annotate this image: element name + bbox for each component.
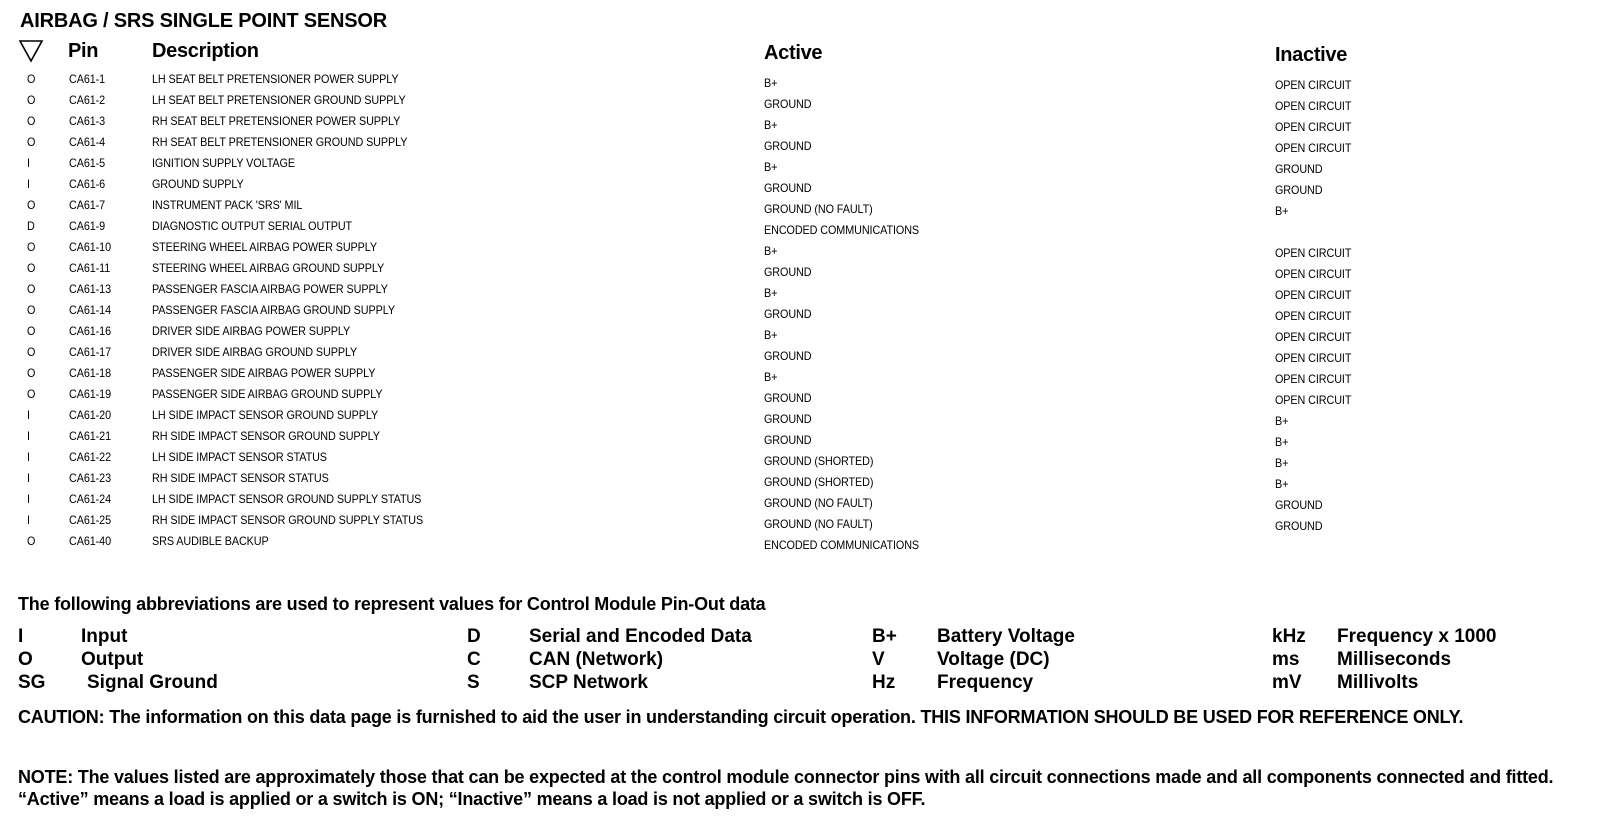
cell-active: GROUND — [764, 433, 812, 447]
table-row — [0, 491, 1600, 512]
abbreviation-code: SG — [18, 672, 46, 693]
cell-active: ENCODED COMMUNICATIONS — [764, 223, 920, 237]
cell-inactive: OPEN CIRCUIT — [1275, 99, 1352, 113]
cell-io: O — [27, 72, 36, 86]
cell-description: LH SEAT BELT PRETENSIONER POWER SUPPLY — [152, 72, 399, 86]
cell-io: I — [27, 177, 30, 191]
cell-pin: CA61-1 — [69, 72, 106, 86]
cell-io: O — [27, 135, 36, 149]
table-row — [0, 176, 1600, 197]
cell-pin: CA61-21 — [69, 429, 112, 443]
cell-inactive: OPEN CIRCUIT — [1275, 120, 1352, 134]
cell-active: GROUND — [764, 349, 812, 363]
cell-io: I — [27, 492, 30, 506]
cell-io: O — [27, 282, 36, 296]
table-row — [0, 533, 1600, 554]
table-row — [0, 449, 1600, 470]
cell-description: PASSENGER FASCIA AIRBAG GROUND SUPPLY — [152, 303, 395, 317]
abbreviation-code: kHz — [1272, 626, 1306, 647]
abbreviation-code: O — [18, 649, 33, 670]
cell-pin: CA61-11 — [69, 261, 111, 275]
cell-io: O — [27, 534, 36, 548]
abbreviation-item — [467, 672, 787, 694]
abbreviation-code: S — [467, 672, 480, 693]
cell-pin: CA61-10 — [69, 240, 112, 254]
cell-active: B+ — [764, 160, 778, 174]
cell-active: GROUND — [764, 97, 812, 111]
abbreviation-code: B+ — [872, 626, 897, 647]
cell-pin: CA61-13 — [69, 282, 112, 296]
cell-active: GROUND — [764, 391, 812, 405]
cell-inactive: OPEN CIRCUIT — [1275, 141, 1352, 155]
cell-pin: CA61-3 — [69, 114, 106, 128]
cell-description: DRIVER SIDE AIRBAG POWER SUPPLY — [152, 324, 351, 338]
cell-description: STEERING WHEEL AIRBAG POWER SUPPLY — [152, 240, 377, 254]
cell-pin: CA61-20 — [69, 408, 112, 422]
cell-inactive: OPEN CIRCUIT — [1275, 372, 1352, 386]
abbreviation-code: C — [467, 649, 481, 670]
table-row — [0, 218, 1600, 239]
cell-io: O — [27, 366, 36, 380]
cell-inactive: OPEN CIRCUIT — [1275, 246, 1352, 260]
cell-pin: CA61-17 — [69, 345, 112, 359]
table-row — [0, 239, 1600, 260]
cell-io: O — [27, 387, 36, 401]
table-row — [0, 134, 1600, 155]
table-row — [0, 155, 1600, 176]
cell-io: O — [27, 303, 36, 317]
table-row — [0, 512, 1600, 533]
abbreviation-item — [1272, 672, 1592, 694]
abbreviation-item — [1272, 649, 1592, 671]
cell-io: O — [27, 324, 36, 338]
cell-active: ENCODED COMMUNICATIONS — [764, 538, 920, 552]
cell-io: I — [27, 450, 30, 464]
abbreviation-code: V — [872, 649, 885, 670]
abbreviation-meaning: Frequency x 1000 — [1337, 626, 1497, 647]
cell-active: GROUND (SHORTED) — [764, 454, 874, 468]
table-row — [0, 428, 1600, 449]
abbreviation-code: Hz — [872, 672, 896, 693]
cell-active: GROUND — [764, 139, 812, 153]
abbreviation-item — [467, 626, 787, 648]
cell-pin: CA61-9 — [69, 219, 106, 233]
abbreviation-code: D — [467, 626, 481, 647]
cell-inactive: OPEN CIRCUIT — [1275, 267, 1352, 281]
cell-pin: CA61-6 — [69, 177, 106, 191]
cell-inactive: B+ — [1275, 477, 1289, 491]
cell-io: O — [27, 114, 36, 128]
cell-active: GROUND (NO FAULT) — [764, 517, 873, 531]
page-title: AIRBAG / SRS SINGLE POINT SENSOR — [20, 10, 387, 32]
cell-pin: CA61-19 — [69, 387, 112, 401]
column-header-pin: Pin — [68, 40, 99, 62]
column-header-inactive: Inactive — [1275, 44, 1348, 66]
cell-inactive: OPEN CIRCUIT — [1275, 351, 1352, 365]
cell-io: O — [27, 345, 36, 359]
abbreviation-meaning: Output — [81, 649, 144, 670]
cell-active: B+ — [764, 244, 778, 258]
cell-description: GROUND SUPPLY — [152, 177, 244, 191]
cell-active: GROUND — [764, 181, 812, 195]
table-row — [0, 260, 1600, 281]
abbreviation-meaning: Serial and Encoded Data — [529, 626, 752, 647]
cell-io: O — [27, 93, 36, 107]
table-row — [0, 302, 1600, 323]
abbreviation-meaning: Frequency — [937, 672, 1034, 693]
cell-description: LH SIDE IMPACT SENSOR GROUND SUPPLY — [152, 408, 379, 422]
abbreviation-item — [18, 626, 338, 648]
cell-inactive: OPEN CIRCUIT — [1275, 309, 1352, 323]
cell-description: LH SIDE IMPACT SENSOR GROUND SUPPLY STATUS — [152, 492, 422, 506]
table-row — [0, 365, 1600, 386]
abbreviation-item — [18, 649, 338, 671]
cell-inactive: OPEN CIRCUIT — [1275, 78, 1352, 92]
cell-io: I — [27, 156, 30, 170]
table-row — [0, 197, 1600, 218]
cell-active: B+ — [764, 328, 778, 342]
abbreviation-code: ms — [1272, 649, 1300, 670]
cell-io: O — [27, 198, 36, 212]
abbreviation-meaning: Millivolts — [1337, 672, 1419, 693]
cell-inactive: GROUND — [1275, 183, 1323, 197]
cell-description: LH SEAT BELT PRETENSIONER GROUND SUPPLY — [152, 93, 406, 107]
abbreviation-meaning: Milliseconds — [1337, 649, 1452, 670]
cell-description: PASSENGER FASCIA AIRBAG POWER SUPPLY — [152, 282, 388, 296]
cell-active: B+ — [764, 118, 778, 132]
abbreviation-item — [872, 626, 1192, 648]
abbreviations-legend — [0, 626, 1600, 698]
table-row — [0, 407, 1600, 428]
table-row — [0, 386, 1600, 407]
abbreviation-meaning: Battery Voltage — [937, 626, 1075, 647]
cell-inactive: GROUND — [1275, 498, 1323, 512]
cell-inactive: GROUND — [1275, 162, 1323, 176]
table-row — [0, 470, 1600, 491]
abbreviation-item — [872, 649, 1192, 671]
cell-pin: CA61-22 — [69, 450, 112, 464]
cell-pin: CA61-25 — [69, 513, 112, 527]
cell-description: INSTRUMENT PACK 'SRS' MIL — [152, 198, 303, 212]
cell-active: GROUND — [764, 265, 812, 279]
cell-description: RH SEAT BELT PRETENSIONER POWER SUPPLY — [152, 114, 401, 128]
cell-active: GROUND (NO FAULT) — [764, 496, 873, 510]
cell-pin: CA61-18 — [69, 366, 112, 380]
table-row — [0, 323, 1600, 344]
cell-pin: CA61-2 — [69, 93, 106, 107]
abbreviation-meaning: CAN (Network) — [529, 649, 664, 670]
cell-description: LH SIDE IMPACT SENSOR STATUS — [152, 450, 327, 464]
cell-pin: CA61-23 — [69, 471, 112, 485]
cell-inactive: B+ — [1275, 435, 1289, 449]
abbreviation-code: mV — [1272, 672, 1302, 693]
cell-inactive: OPEN CIRCUIT — [1275, 393, 1352, 407]
cell-pin: CA61-7 — [69, 198, 106, 212]
cell-active: B+ — [764, 76, 778, 90]
cell-description: RH SIDE IMPACT SENSOR STATUS — [152, 471, 329, 485]
cell-pin: CA61-5 — [69, 156, 106, 170]
abbreviation-meaning: Input — [81, 626, 128, 647]
cell-io: I — [27, 429, 30, 443]
table-row — [0, 92, 1600, 113]
cell-description: PASSENGER SIDE AIRBAG POWER SUPPLY — [152, 366, 376, 380]
cell-description: RH SIDE IMPACT SENSOR GROUND SUPPLY STATUS — [152, 513, 424, 527]
cell-active: GROUND — [764, 307, 812, 321]
cell-active: B+ — [764, 370, 778, 384]
cell-io: I — [27, 471, 30, 485]
abbreviations-heading: The following abbreviations are used to represent values for Control Module Pin-Out data — [18, 594, 766, 614]
abbreviation-meaning: Signal Ground — [87, 672, 218, 693]
column-header-description: Description — [152, 40, 259, 62]
abbreviation-item — [1272, 626, 1592, 648]
cell-description: IGNITION SUPPLY VOLTAGE — [152, 156, 295, 170]
cell-io: I — [27, 513, 30, 527]
abbreviation-code: I — [18, 626, 24, 647]
cell-pin: CA61-16 — [69, 324, 112, 338]
cell-active: GROUND (NO FAULT) — [764, 202, 873, 216]
table-row — [0, 344, 1600, 365]
cell-active: GROUND (SHORTED) — [764, 475, 874, 489]
cell-description: PASSENGER SIDE AIRBAG GROUND SUPPLY — [152, 387, 383, 401]
cell-inactive: B+ — [1275, 414, 1289, 428]
cell-inactive: B+ — [1275, 204, 1289, 218]
table-row — [0, 71, 1600, 92]
values-note: NOTE: The values listed are approximately those that can be expected at the control module connector pins with all circuit connections made and all components connected and fitted. “Active” means a load is applied or a switch is ON; “Inactive” means a load is not applied or a switch is OFF. — [18, 767, 1554, 809]
io-direction-triangle-icon — [18, 38, 44, 64]
abbreviation-item — [872, 672, 1192, 694]
cell-active: GROUND — [764, 412, 812, 426]
cell-io: I — [27, 408, 30, 422]
abbreviation-meaning: SCP Network — [529, 672, 648, 693]
cell-pin: CA61-4 — [69, 135, 106, 149]
table-row — [0, 113, 1600, 134]
cell-description: DRIVER SIDE AIRBAG GROUND SUPPLY — [152, 345, 358, 359]
cell-pin: CA61-24 — [69, 492, 112, 506]
cell-pin: CA61-40 — [69, 534, 112, 548]
table-row — [0, 281, 1600, 302]
cell-inactive: OPEN CIRCUIT — [1275, 288, 1352, 302]
cell-description: RH SIDE IMPACT SENSOR GROUND SUPPLY — [152, 429, 380, 443]
cell-inactive: GROUND — [1275, 519, 1323, 533]
cell-description: RH SEAT BELT PRETENSIONER GROUND SUPPLY — [152, 135, 408, 149]
abbreviation-item — [467, 649, 787, 671]
cell-description: SRS AUDIBLE BACKUP — [152, 534, 269, 548]
caution-note: CAUTION: The information on this data page is furnished to aid the user in understanding circuit operation. THIS INFORMATION SHOULD BE USED FOR REFERENCE ONLY. — [18, 707, 1464, 727]
pinout-table — [0, 71, 1600, 554]
cell-description: STEERING WHEEL AIRBAG GROUND SUPPLY — [152, 261, 385, 275]
cell-io: O — [27, 261, 36, 275]
cell-description: DIAGNOSTIC OUTPUT SERIAL OUTPUT — [152, 219, 353, 233]
column-header-active: Active — [764, 42, 823, 64]
cell-io: O — [27, 240, 36, 254]
abbreviation-item — [18, 672, 338, 694]
cell-inactive: OPEN CIRCUIT — [1275, 330, 1352, 344]
cell-inactive: B+ — [1275, 456, 1289, 470]
abbreviation-meaning: Voltage (DC) — [937, 649, 1050, 670]
cell-active: B+ — [764, 286, 778, 300]
cell-io: D — [27, 219, 35, 233]
cell-pin: CA61-14 — [69, 303, 112, 317]
